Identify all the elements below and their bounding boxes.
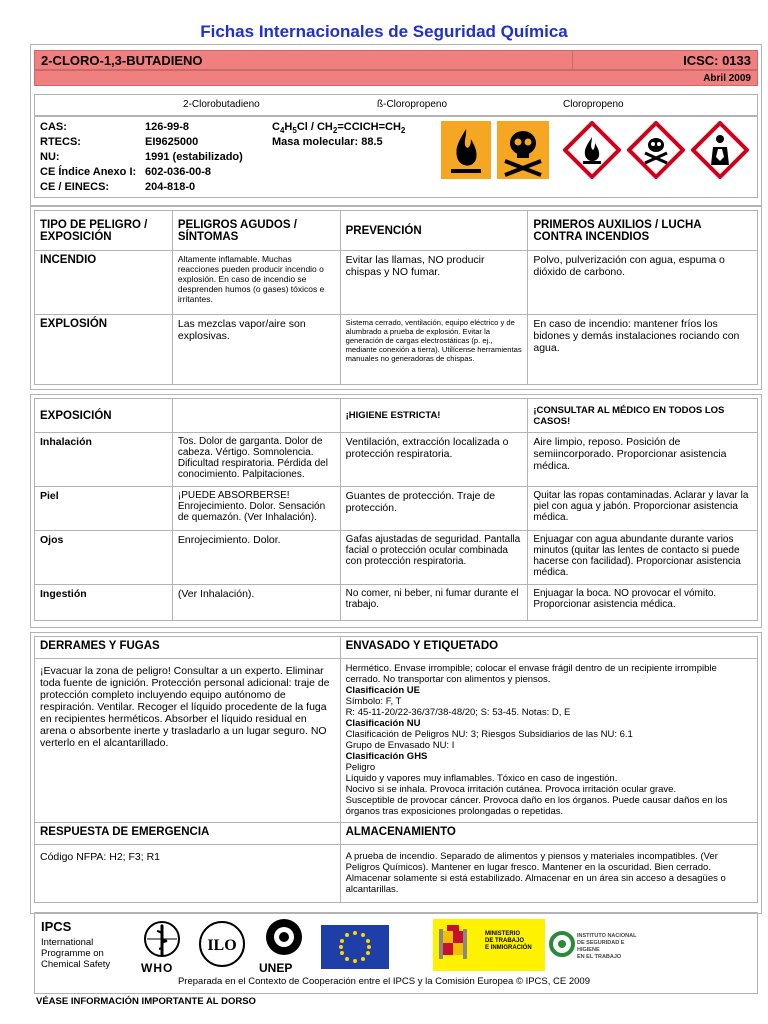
ghs-skull-icon (627, 121, 685, 179)
table-row (35, 531, 758, 585)
instituto-logo (547, 919, 647, 971)
synonym-3: Cloropropeno (563, 99, 624, 110)
lower-content-row (35, 659, 758, 823)
col-header-prevention: PREVENCIÓN (340, 211, 528, 251)
skull-icon (497, 121, 549, 179)
fire-symptoms: Altamente inflamable. Muchas reacciones pueden producir incendio o explosión. En caso de incendio se desprenden humos (o gases) tóxicos e irritantes. (172, 251, 340, 315)
table-row (35, 585, 758, 621)
date-bar: Abril 2009 (34, 70, 758, 86)
nu-title: Clasificación NU (345, 718, 421, 729)
lower-table (34, 636, 758, 903)
icsc-number: ICSC: 0133 (683, 53, 751, 68)
ue-line-1: Símbolo: F, T (345, 696, 402, 707)
inhalation-symptoms: Tos. Dolor de garganta. Dolor de cabeza. Vértigo. Somnolencia. Dificultad respiratoria. Pérdida del conocimiento. Palpitaciones. (172, 433, 340, 487)
packaging-intro: Hermético. Envase irrompible; colocar el envase frágil dentro de un recipiente irrompible cerrado. No transportar con alimentos y piensos. (345, 663, 717, 685)
fire-prevention: Evitar las llamas, NO producir chispas y NO fumar. (340, 251, 528, 315)
instituto-text: INSTITUTO NACIONAL DE SEGURIDAD E HIGIENE EN EL TRABAJO (577, 933, 637, 960)
flame-icon (441, 121, 491, 179)
ministerio-logo (433, 919, 545, 971)
chemical-name: 2-CLORO-1,3-BUTADIENO (35, 51, 573, 69)
eyes-symptoms: Enrojecimiento. Dolor. (172, 531, 340, 585)
packaging-content (340, 659, 757, 823)
emergency-text: Código NFPA: H2; F3; R1 (35, 845, 341, 903)
ingestion-aid: Enjuagar la boca. NO provocar el vómito. Proporcionar asistencia médica. (528, 585, 758, 621)
col-header-consult: ¡CONSULTAR AL MÉDICO EN TODOS LOS CASOS! (528, 399, 758, 433)
ghs-line-1: Peligro (345, 762, 376, 773)
fire-aid: Polvo, pulverización con agua, espuma o dióxido de carbono. (528, 251, 758, 315)
col-header-hygiene: ¡HIGIENE ESTRICTA! (340, 399, 528, 433)
eu-flag-icon (321, 925, 389, 969)
ghs-flame-icon (563, 121, 621, 179)
table-row (35, 487, 758, 531)
page-title: Fichas Internacionales de Seguridad Química (200, 22, 568, 41)
exposure-table (34, 398, 758, 621)
row-label-ingestion: Ingestión (35, 585, 173, 621)
unep-emblem-icon (257, 917, 311, 961)
exposure-header-row (35, 399, 758, 433)
table-row (35, 315, 758, 385)
table-row (35, 433, 758, 487)
name-bar (34, 50, 758, 70)
ue-line-2: R: 45-11-20/22-36/37/38-48/20; S: 53-45. Notas: D, E (345, 707, 571, 718)
explosion-symptoms: Las mezclas vapor/aire son explosivas. (172, 315, 340, 385)
identity-box: CAS: 126-99-8 RTECS: EI9625000 NU: 1991 (estabilizado) CE Índice Anexo I: 602-036-00-8 CE / EINECS: 204-818-0 $C_4H_5Cl$ / $CH_2=CCICH=CH_2$ Masa molecular: 88.5 (34, 116, 758, 198)
lower-content-row-2 (35, 845, 758, 903)
molecular-formula: $C_4H_5Cl$ / $CH_2=CCICH=CH_2$ (272, 121, 406, 136)
col-header-empty (172, 399, 340, 433)
spain-coat-of-arms-icon (437, 923, 469, 967)
skin-symptoms: ¡PUEDE ABSORBERSE! Enrojecimiento. Dolor. Sensación de quemazón. (Ver Inhalación). (172, 487, 340, 531)
storage-text: A prueba de incendio. Separado de alimentos y piensos y materiales incompatibles. (Ver Peligros Químicos). Mantener en lugar fresco. Mantener en la oscuridad. Bien cerrado. Almacenar solamente si está estabilizado. Almacenar en un área sin acceso a desagües o alcantarillas. (340, 845, 757, 903)
packaging-title: ENVASADO Y ETIQUETADO (340, 637, 757, 659)
eyes-aid: Enjuagar con agua abundante durante varios minutos (quitar las lentes de contacto si puede hacerse con facilidad). Proporcionar asistencia médica. (528, 531, 758, 585)
spills-text: ¡Evacuar la zona de peligro! Consultar a un experto. Eliminar toda fuente de ignición. Protección personal adicional: traje de protección completo incluyendo equipo autónomo de respiración. Ventilar. Recoger el líquido procedente de la fuga en recipientes herméticos. Absorber el líquido residual en arena o absorbente inerte y trasladarlo a un lugar seguro. NO verterlo en el alcantarillado. (35, 659, 341, 823)
row-label-explosion: EXPLOSIÓN (35, 315, 173, 385)
ue-title: Clasificación UE (345, 685, 421, 696)
synonym-2: ß-Cloropropeno (377, 99, 448, 110)
prepared-note: Preparada en el Contexto de Cooperación entre el IPCS y la Comisión Europea © IPCS, CE 2009 (177, 976, 591, 987)
inhalation-prevention: Ventilación, extracción localizada o protección respiratoria. (340, 433, 528, 487)
ghs-line-4: Susceptible de provocar cáncer. Provoca daño en los órganos. Puede causar daños en los órganos tras exposiciones prolongadas o repetidas. (345, 795, 728, 817)
storage-title: ALMACENAMIENTO (340, 823, 757, 845)
ministerio-text: MINISTERIO DE TRABAJO E INMIGRACIÓN (485, 931, 532, 951)
nu-line-1: Clasificación de Peligros NU: 3; Riesgos Subsidiarios de las NU: 6.1 (345, 729, 633, 740)
unep-label: UNEP (259, 961, 293, 975)
svg-text:ILO: ILO (207, 937, 237, 954)
molar-mass: Masa molecular: 88.5 (272, 136, 383, 148)
lower-header-row (35, 637, 758, 659)
who-label: WHO (141, 961, 174, 975)
ghs-health-hazard-icon (691, 121, 749, 179)
skin-aid: Quitar las ropas contaminadas. Aclarar y lavar la piel con agua y jabón. Proporcionar asistencia médica. (528, 487, 758, 531)
col-header-exposure: EXPOSICIÓN (35, 399, 173, 433)
row-label-fire: INCENDIO (35, 251, 173, 315)
nu-line-2: Grupo de Envasado NU: I (345, 740, 455, 751)
who-emblem-icon (135, 919, 189, 963)
row-label-skin: Piel (35, 487, 173, 531)
see-reverse-note: VÉASE INFORMACIÓN IMPORTANTE AL DORSO (36, 996, 256, 1007)
col-header-aid: PRIMEROS AUXILIOS / LUCHA CONTRA INCENDIOS (528, 211, 758, 251)
col-header-type: TIPO DE PELIGRO / EXPOSICIÓN (35, 211, 173, 251)
row-label-eyes: Ojos (35, 531, 173, 585)
insht-logo-icon (549, 931, 575, 957)
ingestion-symptoms: (Ver Inhalación). (172, 585, 340, 621)
col-header-symptoms: PELIGROS AGUDOS / SÍNTOMAS (172, 211, 340, 251)
ipcs-description: International Programme on Chemical Safety (41, 937, 111, 970)
inhalation-aid: Aire limpio, reposo. Posición de semiincorporado. Proporcionar asistencia médica. (528, 433, 758, 487)
explosion-prevention: Sistema cerrado, ventilación, equipo eléctrico y de alumbrado a prueba de explosión. Evitar la generación de cargas electrostáticas (p. ej., mediante conexión a tierra). Utilícense herramientas manuales no generadoras de chispas. (340, 315, 528, 385)
table-row (35, 251, 758, 315)
ghs-title: Clasificación GHS (345, 751, 428, 762)
emergency-title: RESPUESTA DE EMERGENCIA (35, 823, 341, 845)
skin-prevention: Guantes de protección. Traje de protección. (340, 487, 528, 531)
hazards-header-row (35, 211, 758, 251)
hazards-table (34, 210, 758, 385)
ipcs-logo-text: IPCS (41, 919, 72, 934)
synonyms-row (34, 94, 758, 116)
ghs-line-2: Líquido y vapores muy inflamables. Tóxico en caso de ingestión. (345, 773, 618, 784)
synonym-1: 2-Clorobutadieno (183, 99, 260, 110)
ilo-emblem-icon (197, 919, 247, 969)
ingestion-prevention: No comer, ni beber, ni fumar durante el trabajo. (340, 585, 528, 621)
lower-header-row-2 (35, 823, 758, 845)
eyes-prevention: Gafas ajustadas de seguridad. Pantalla facial o protección ocular combinada con protección respiratoria. (340, 531, 528, 585)
explosion-aid: En caso de incendio: mantener fríos los bidones y demás instalaciones rociando con agua. (528, 315, 758, 385)
ghs-line-3: Nocivo si se inhala. Provoca irritación cutánea. Provoca irritación ocular grave. (345, 784, 677, 795)
row-label-inhalation: Inhalación (35, 433, 173, 487)
spills-title: DERRAMES Y FUGAS (35, 637, 341, 659)
